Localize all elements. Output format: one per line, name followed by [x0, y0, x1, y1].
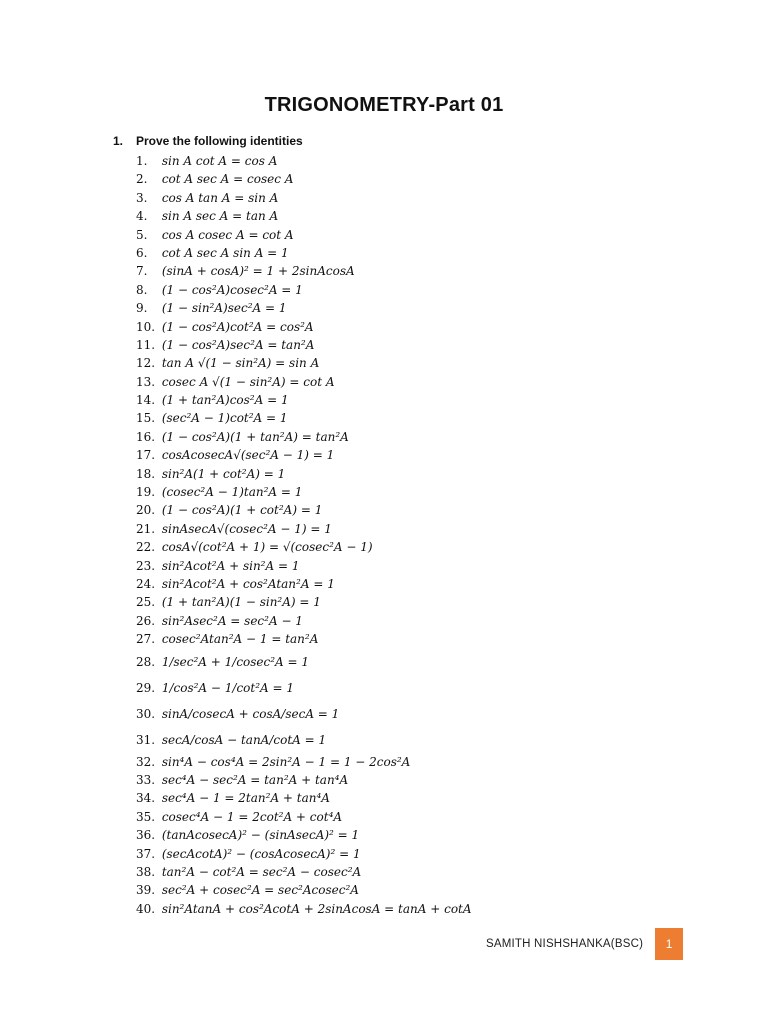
identity-item [136, 520, 696, 538]
identity-item [136, 701, 696, 727]
identity-formula: sin²AtanA + cos²AcotA + 2sinAcosA = tanA + cotA [161, 901, 472, 916]
identity-formula: sinA/cosecA + cosA/secA = 1 [161, 706, 340, 721]
identity-number: 2. [136, 172, 148, 187]
identity-number: 32. [136, 754, 156, 769]
identity-item [136, 189, 696, 207]
identity-item [136, 845, 696, 863]
identity-formula: sinAsecA√(cosec²A − 1) = 1 [161, 521, 332, 536]
identity-item [136, 391, 696, 409]
page-footer [486, 928, 683, 960]
identity-number: 38. [136, 864, 156, 879]
identity-formula: (cosec²A − 1)tan²A = 1 [161, 485, 303, 500]
identity-number: 11. [136, 337, 156, 352]
identity-item [136, 373, 696, 391]
section-heading-text: Prove the following identities [136, 134, 303, 148]
identity-formula: (1 − sin²A)sec²A = 1 [161, 301, 287, 316]
identity-item [136, 299, 696, 317]
identity-item [136, 428, 696, 446]
identity-item [136, 318, 696, 336]
page-title: TRIGONOMETRY-Part 01 [264, 94, 504, 116]
identity-item [136, 649, 696, 675]
identity-formula: sec⁴A − sec²A = tan²A + tan⁴A [161, 772, 349, 787]
identity-formula: (1 − cos²A)(1 + tan²A) = tan²A [161, 429, 349, 444]
identity-number: 16. [136, 429, 156, 444]
identity-formula: secA/cosA − tanA/cotA = 1 [161, 732, 327, 747]
page-number-badge: 1 [655, 928, 683, 960]
identity-item [136, 465, 696, 483]
identity-formula: 1/sec²A + 1/cosec²A = 1 [161, 654, 310, 669]
identity-number: 31. [136, 732, 156, 747]
identity-item [136, 501, 696, 519]
identity-formula: (1 − cos²A)cot²A = cos²A [161, 319, 314, 334]
identity-item [136, 409, 696, 427]
identity-formula: (tanAcosecA)² − (sinAsecA)² = 1 [161, 828, 360, 843]
identity-number: 24. [136, 576, 156, 591]
identity-item [136, 483, 696, 501]
identity-number: 14. [136, 393, 156, 408]
identity-number: 25. [136, 595, 156, 610]
identity-item [136, 900, 696, 918]
identity-item [136, 354, 696, 372]
identity-formula: cosec A √(1 − sin²A) = cot A [161, 374, 335, 389]
identity-item [136, 675, 696, 701]
identity-item [136, 863, 696, 881]
identity-formula: (secAcotA)² − (cosAcosecA)² = 1 [161, 846, 361, 861]
identity-formula: sin A cot A = cos A [161, 154, 278, 168]
identity-item [136, 152, 696, 170]
identity-number: 20. [136, 503, 156, 518]
identity-item [136, 170, 696, 188]
identity-item [136, 281, 696, 299]
identity-item [136, 207, 696, 225]
identity-formula: sin⁴A − cos⁴A = 2sin²A − 1 = 1 − 2cos²A [161, 754, 411, 769]
identity-formula: cos A cosec A = cot A [161, 227, 294, 242]
identity-formula: sin A sec A = tan A [161, 209, 279, 224]
identity-item [136, 612, 696, 630]
identity-formula: (1 − cos²A)cosec²A = 1 [161, 282, 303, 297]
identity-formula: (sinA + cosA)² = 1 + 2sinAcosA [161, 264, 355, 279]
identity-number: 7. [136, 264, 148, 279]
identity-item [136, 226, 696, 244]
identity-formula: tan A √(1 − sin²A) = sin A [161, 356, 320, 371]
identity-formula: cosec²Atan²A − 1 = tan²A [161, 632, 319, 647]
identity-formula: 1/cos²A − 1/cot²A = 1 [161, 680, 295, 695]
identity-item [136, 336, 696, 354]
section-heading [113, 134, 303, 148]
identity-number: 33. [136, 772, 156, 787]
identity-number: 19. [136, 485, 156, 500]
identity-number: 4. [136, 209, 148, 224]
identity-number: 1. [136, 154, 148, 168]
identity-number: 34. [136, 791, 156, 806]
identity-formula: cosAcosecA√(sec²A − 1) = 1 [161, 448, 335, 463]
identity-number: 5. [136, 227, 148, 242]
identity-formula: cos A tan A = sin A [161, 190, 279, 205]
identity-number: 36. [136, 828, 156, 843]
identity-item [136, 446, 696, 464]
identity-formula: cot A sec A sin A = 1 [161, 245, 289, 260]
identity-formula: (1 − cos²A)sec²A = tan²A [161, 337, 315, 352]
identity-number: 6. [136, 245, 148, 260]
identity-item [136, 771, 696, 789]
identity-item [136, 808, 696, 826]
identity-number: 40. [136, 901, 156, 916]
section-number: 1. [113, 134, 124, 148]
identity-number: 18. [136, 466, 156, 481]
identity-number: 23. [136, 558, 156, 573]
identity-formula: (sec²A − 1)cot²A = 1 [161, 411, 288, 426]
identity-formula: sin²Acot²A + cos²Atan²A = 1 [161, 576, 335, 591]
identity-formula: (1 + tan²A)(1 − sin²A) = 1 [161, 595, 321, 610]
identity-number: 17. [136, 448, 156, 463]
identity-item [136, 557, 696, 575]
identity-formula: cot A sec A = cosec A [161, 172, 294, 187]
identity-number: 8. [136, 282, 148, 297]
identity-number: 22. [136, 540, 156, 555]
identity-item [136, 881, 696, 899]
identity-formula: sin²Asec²A = sec²A − 1 [161, 613, 303, 628]
identity-number: 37. [136, 846, 156, 861]
identity-number: 28. [136, 654, 156, 669]
identity-number: 12. [136, 356, 156, 371]
identity-number: 30. [136, 706, 156, 721]
identity-item [136, 826, 696, 844]
identity-item [136, 593, 696, 611]
identity-formula: cosec⁴A − 1 = 2cot²A + cot⁴A [161, 809, 343, 824]
identity-item [136, 262, 696, 280]
identity-formula: sin²A(1 + cot²A) = 1 [161, 466, 286, 481]
identity-number: 13. [136, 374, 156, 389]
identity-item [136, 575, 696, 593]
identity-item [136, 789, 696, 807]
identity-list [136, 152, 696, 918]
identity-item [136, 753, 696, 771]
identity-formula: (1 + tan²A)cos²A = 1 [161, 393, 289, 408]
identity-number: 21. [136, 521, 156, 536]
identity-formula: sec⁴A − 1 = 2tan²A + tan⁴A [161, 791, 330, 806]
identity-formula: (1 − cos²A)(1 + cot²A) = 1 [161, 503, 323, 518]
identity-item [136, 244, 696, 262]
identity-item [136, 538, 696, 556]
identity-formula: sin²Acot²A + sin²A = 1 [161, 558, 300, 573]
identity-number: 15. [136, 411, 156, 426]
identity-formula: sec²A + cosec²A = sec²Acosec²A [161, 883, 359, 898]
identity-number: 10. [136, 319, 156, 334]
author-name: SAMITH NISHSHANKA(BSC) [486, 938, 644, 950]
identity-formula: cosA√(cot²A + 1) = √(cosec²A − 1) [161, 540, 373, 555]
identity-item [136, 630, 696, 648]
identity-number: 3. [136, 190, 148, 205]
identity-number: 35. [136, 809, 156, 824]
identity-number: 26. [136, 613, 156, 628]
identity-number: 27. [136, 632, 156, 647]
identity-number: 39. [136, 883, 156, 898]
identity-number: 29. [136, 680, 156, 695]
identity-formula: tan²A − cot²A = sec²A − cosec²A [161, 864, 362, 879]
identity-item [136, 727, 696, 753]
identity-number: 9. [136, 301, 148, 316]
